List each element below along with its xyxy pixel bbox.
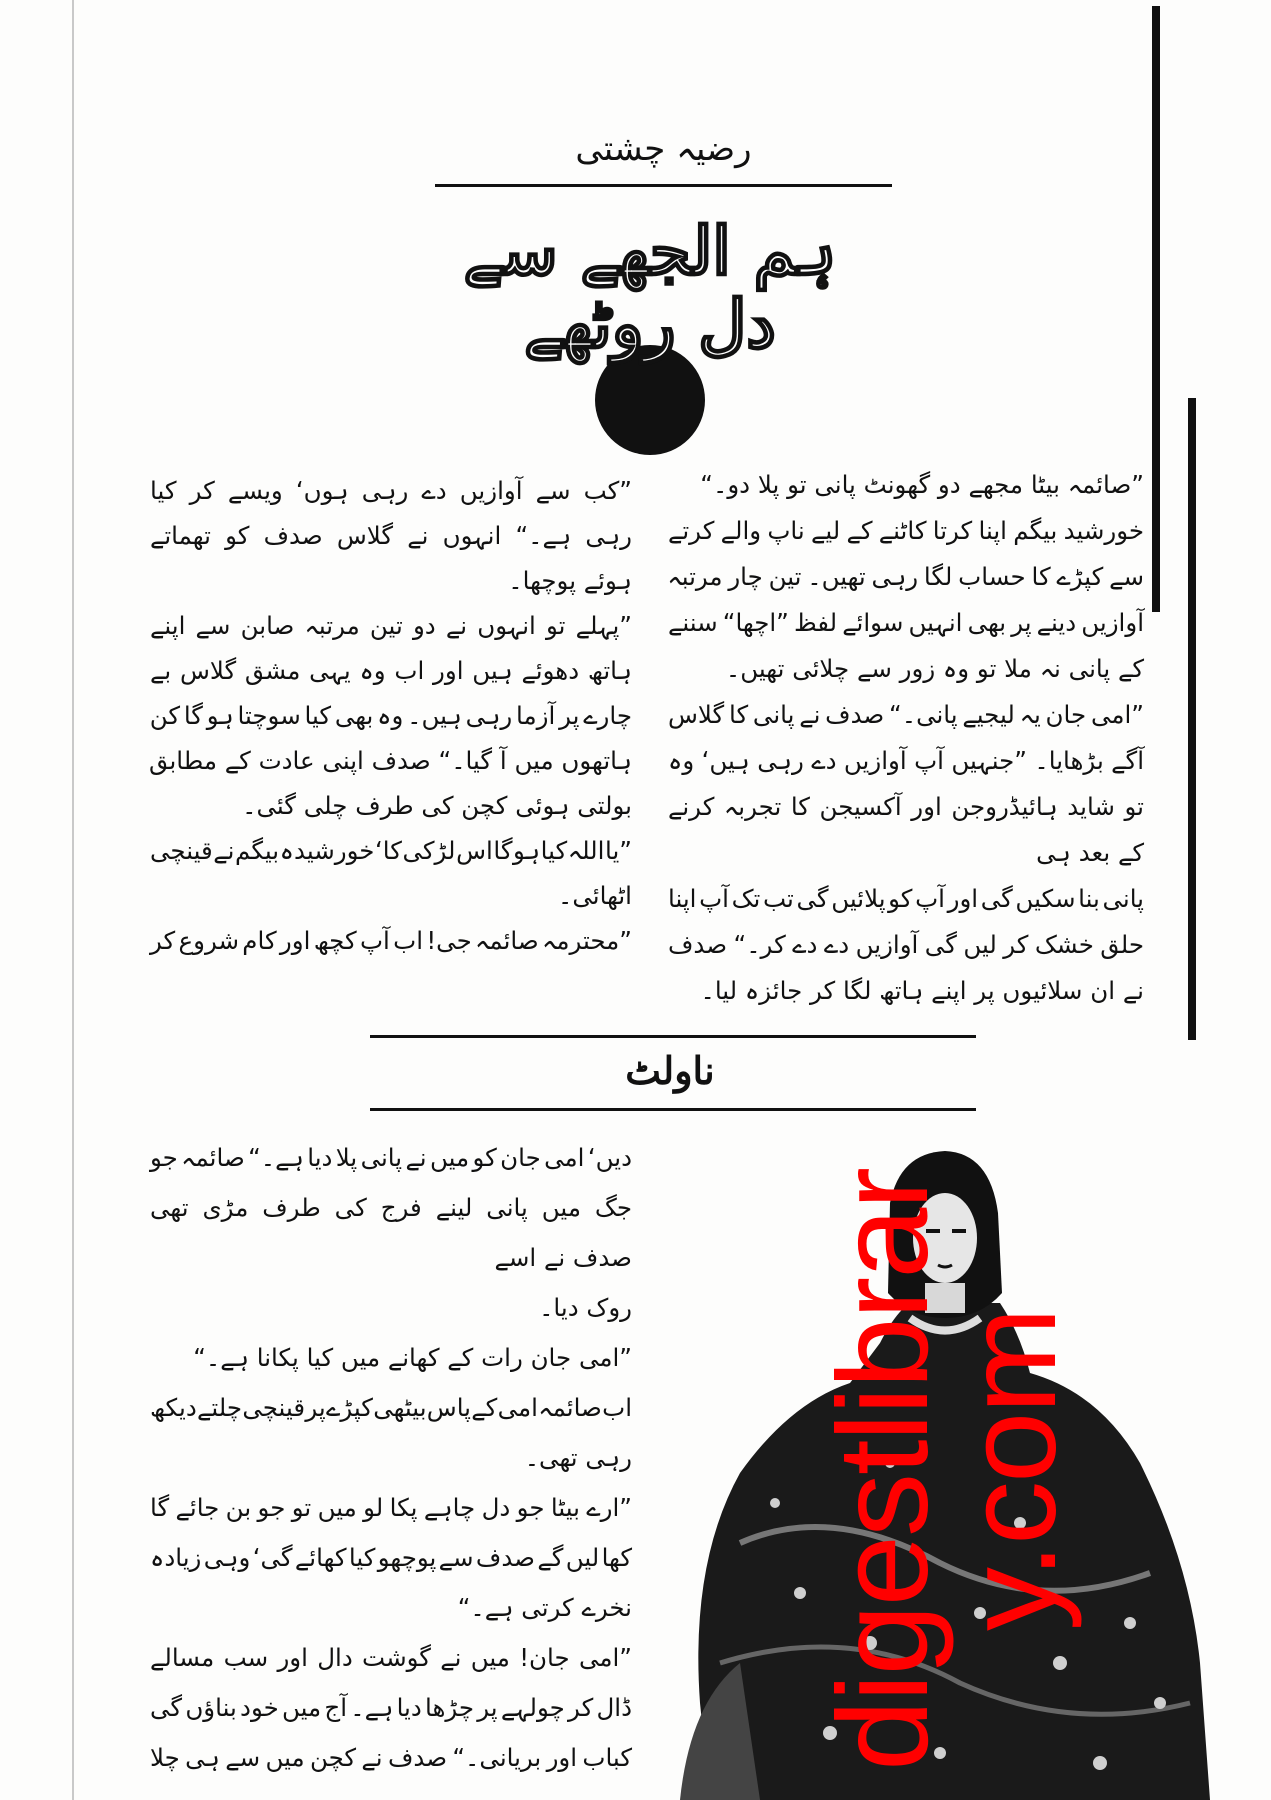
text-line: ”صائمہ بیٹا مجھے دو گھونٹ پانی تو پلا دو۔“ [700, 470, 1144, 499]
text-line: کے پانی نہ ملا تو وہ زور سے چلائی تھیں۔ [725, 654, 1144, 683]
text-line: ہاتھوں میں آ گیا۔“ صدف اپنی عادت کے مطابق [149, 746, 632, 775]
watermark: digestlibrary.com [812, 1168, 1083, 1772]
text-line: رہی ہے۔“ انہوں نے گلاس صدف کو تھماتے [150, 521, 632, 550]
text-line: حلق خشک کر لیں گی آوازیں دے دے کر۔“ صدف [668, 930, 1144, 959]
story-title: ہم الجھے سے دل روٹھے [463, 212, 837, 363]
section-divider-top [370, 1035, 976, 1038]
author-name: رضیہ چشتی [575, 129, 752, 169]
text-line: اب صائمہ امی کے پاس بیٹھی کپڑے پر قینچی چلتے دیکھ [150, 1393, 632, 1422]
author-divider [435, 184, 892, 187]
text-line: کھا لیں گے صدف سے پوچھو کیا کھائے گی‘ وہی زیادہ [150, 1543, 632, 1572]
text-line: آگے بڑھایا۔ ”جنہیں آپ آوازیں دے رہی ہیں‘ وہ [668, 746, 1144, 775]
section-divider-bottom [370, 1108, 976, 1111]
text-line: ”ارے بیٹا جو دل چاہے پکا لو میں تو جو بن جائے گا [150, 1493, 632, 1522]
text-line: جگ میں پانی لینے فرج کی طرف مڑی تھی صدف نے اسے [150, 1193, 632, 1272]
text-line: ”کب سے آوازیں دے رہی ہوں‘ ویسے کر کیا [150, 476, 632, 505]
text-line: ”امی جان! میں نے گوشت دال اور سب مسالے [150, 1643, 632, 1672]
text-line: چارے پر آزما رہی ہیں۔ وہ بھی کیا سوچتا ہو گا کن [149, 701, 632, 730]
text-line: ”پہلے تو انہوں نے دو تین مرتبہ صابن سے اپنے [150, 611, 632, 640]
text-line: بولتی ہوئی کچن کی طرف چلی گئی۔ [242, 791, 632, 820]
text-line: اٹھائی۔ [558, 881, 632, 910]
text-line: نے ان سلائیوں پر اپنے ہاتھ لگا کر جائزہ لیا۔ [700, 976, 1144, 1005]
story-title-calligraphy [445, 205, 855, 460]
text-line: رہی تھی۔ [524, 1443, 632, 1472]
text-line: دیں‘ امی جان کو میں نے پانی پلا دیا ہے۔“ صائمہ جو [150, 1143, 632, 1172]
text-line: ہاتھ دھوئے ہیں اور اب وہ یہی مشق گلاس بے [150, 656, 632, 685]
text-line: آوازیں دینے پر بھی انہیں سوائے لفظ ”اچھا“ سننے [668, 608, 1144, 637]
text-line: ”محترمہ صائمہ جی! اب آپ کچھ اور کام شروع کر [150, 926, 632, 955]
text-line: سے کپڑے کا حساب لگا رہی تھیں۔ تین چار مرتبہ [667, 562, 1144, 591]
text-line: نخرے کرتی ہے۔“ [457, 1593, 632, 1622]
text-line: ”امی جان یہ لیجیے پانی۔“ صدف نے پانی کا گلاس [668, 700, 1144, 729]
text-line: روک دیا۔ [539, 1293, 632, 1322]
text-line: ”یا اللہ کیا ہو گا اس لڑکی کا‘ خورشیدہ بیگم نے قینچی [150, 836, 632, 865]
text-line: ڈال کر چولہے پر چڑھا دیا ہے۔ آج میں خود بناؤں گی [150, 1693, 632, 1722]
text-column-left [150, 468, 632, 963]
text-line: کباب اور بریانی۔“ صدف نے کچن میں سے ہی چلا [150, 1743, 632, 1772]
section-label: ناولٹ [625, 1048, 715, 1093]
text-line: ہوئے پوچھا۔ [508, 566, 632, 595]
text-line: ”امی جان رات کے کھانے میں کیا پکانا ہے۔“ [193, 1343, 632, 1372]
vertical-bar-decoration [1152, 6, 1160, 612]
text-line: پانی بنا سکیں گی اور آپ کو پلائیں گی تب تک آپ اپنا [668, 884, 1144, 913]
text-column-bottom [150, 1133, 632, 1783]
text-line: خورشید بیگم اپنا کرتا کاٹنے کے لیے ناپ والے کرتے [668, 516, 1144, 545]
scan-edge [72, 0, 74, 1800]
text-column-right [668, 462, 1144, 1014]
text-line: تو شاید ہائیڈروجن اور آکسیجن کا تجربہ کرنے کے بعد ہی [668, 792, 1144, 867]
vertical-bar-decoration [1188, 398, 1196, 1040]
